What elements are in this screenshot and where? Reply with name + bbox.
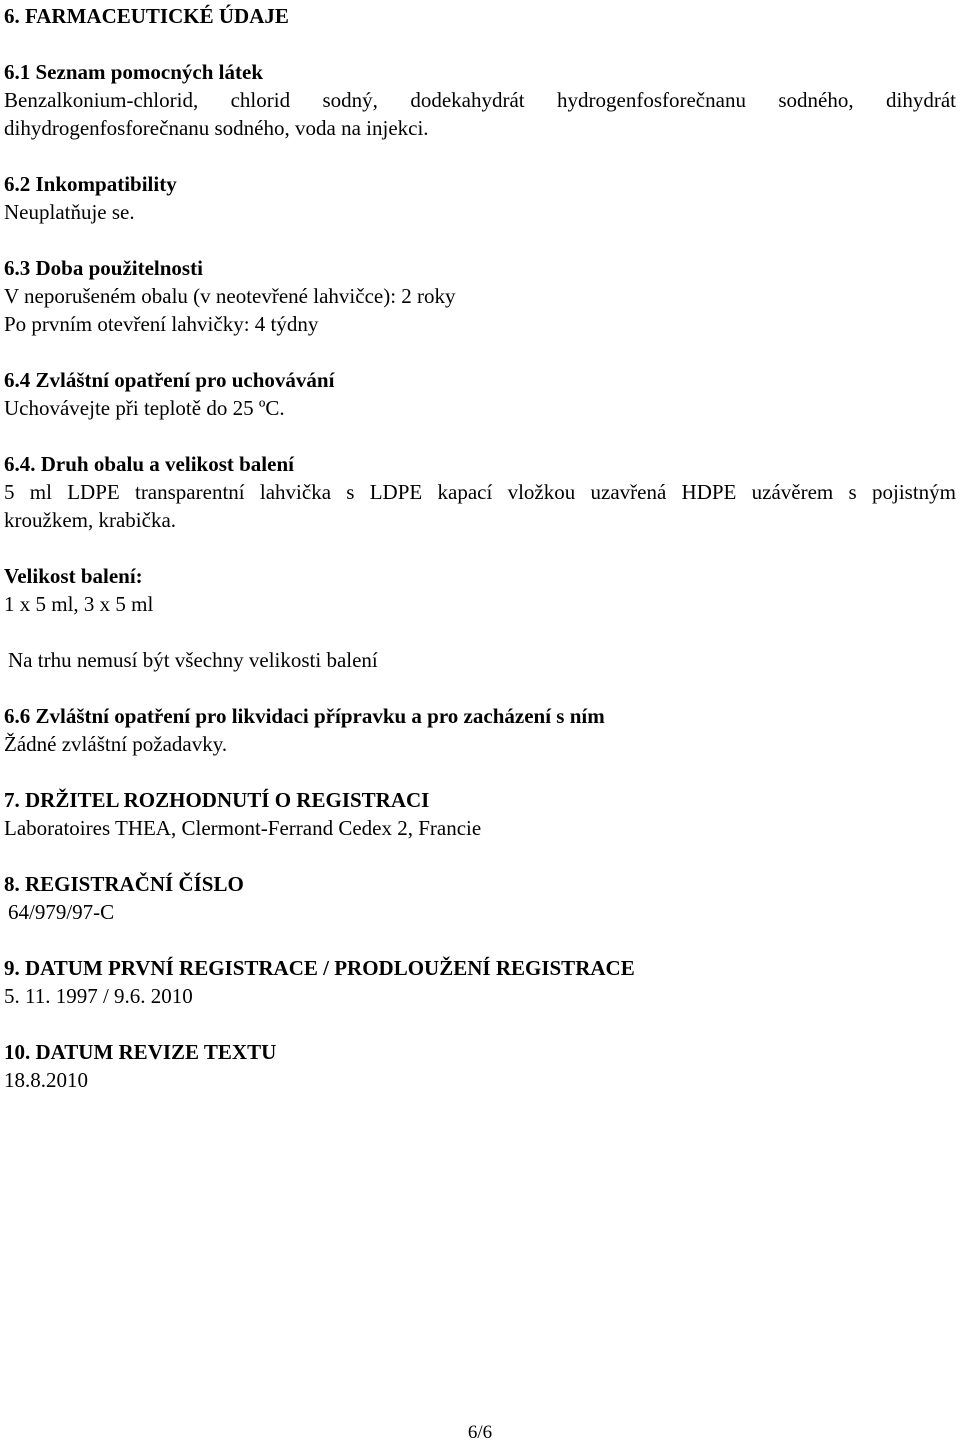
section-10-heading: 10. DATUM REVIZE TEXTU bbox=[4, 1040, 277, 1064]
section-6-3-text-line-1: V neporušeném obalu (v neotevřené lahvičce): 2 roky bbox=[4, 284, 456, 308]
section-6-5-text-line-1: 5 ml LDPE transparentní lahvička s LDPE kapací vložkou uzavřená HDPE uzávěrem s pojistným bbox=[4, 480, 956, 504]
page-number: 6/6 bbox=[467, 1422, 493, 1443]
section-6-6-text: Žádné zvláštní požadavky. bbox=[4, 732, 228, 756]
pack-sizes-label: Velikost balení: bbox=[4, 564, 143, 588]
section-6-1-text-line-2: dihydrogenfosforečnanu sodného, voda na injekci. bbox=[4, 116, 429, 140]
section-9-heading: 9. DATUM PRVNÍ REGISTRACE / PRODLOUŽENÍ REGISTRACE bbox=[4, 956, 635, 980]
registration-dates: 5. 11. 1997 / 9.6. 2010 bbox=[4, 984, 193, 1008]
pack-sizes: 1 x 5 ml, 3 x 5 ml bbox=[4, 592, 154, 616]
section-6-1-text-line-1: Benzalkonium-chlorid, chlorid sodný, dodekahydrát hydrogenfosforečnanu sodného, dihydrát bbox=[4, 88, 956, 112]
section-6-heading: 6. FARMACEUTICKÉ ÚDAJE bbox=[4, 4, 289, 28]
section-6-6-heading: 6.6 Zvláštní opatření pro likvidaci přípravku a pro zacházení s ním bbox=[4, 704, 605, 728]
section-8-heading: 8. REGISTRAČNÍ ČÍSLO bbox=[4, 872, 244, 896]
section-7-heading: 7. DRŽITEL ROZHODNUTÍ O REGISTRACI bbox=[4, 788, 430, 812]
registration-number: 64/979/97-C bbox=[8, 900, 115, 924]
section-6-4-text: Uchovávejte při teplotě do 25 ºC. bbox=[4, 396, 285, 420]
section-6-2-heading: 6.2 Inkompatibility bbox=[4, 172, 177, 196]
section-6-3-heading: 6.3 Doba použitelnosti bbox=[4, 256, 203, 280]
section-6-1-heading: 6.1 Seznam pomocných látek bbox=[4, 60, 263, 84]
section-6-2-text: Neuplatňuje se. bbox=[4, 200, 135, 224]
section-6-5-text-line-2: kroužkem, krabička. bbox=[4, 508, 177, 532]
section-6-3-text-line-2: Po prvním otevření lahvičky: 4 týdny bbox=[4, 312, 319, 336]
section-6-5-heading: 6.4. Druh obalu a velikost balení bbox=[4, 452, 294, 476]
section-6-4-heading: 6.4 Zvláštní opatření pro uchovávání bbox=[4, 368, 335, 392]
section-7-text: Laboratoires THEA, Clermont-Ferrand Cedex 2, Francie bbox=[4, 816, 482, 840]
revision-date: 18.8.2010 bbox=[4, 1068, 88, 1092]
pack-sizes-note: Na trhu nemusí být všechny velikosti balení bbox=[8, 648, 378, 672]
